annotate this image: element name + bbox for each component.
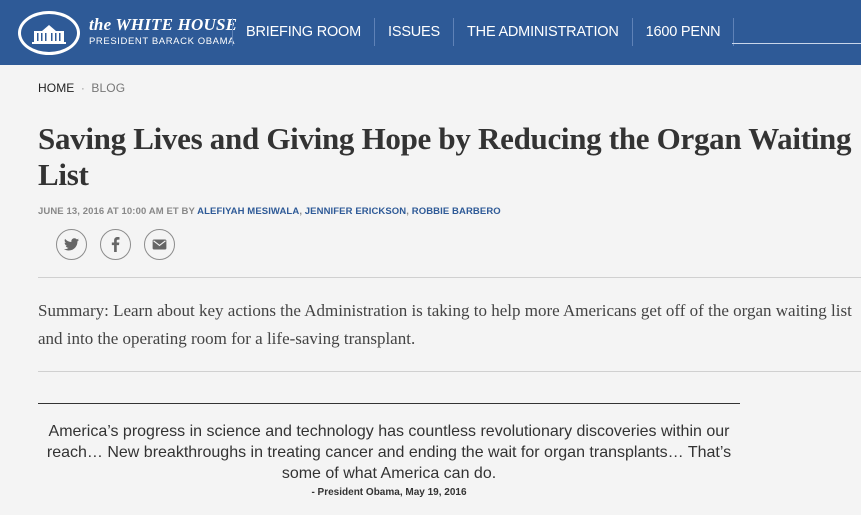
author-link[interactable]: ROBBIE BARBERO bbox=[411, 206, 501, 217]
share-twitter-button[interactable] bbox=[56, 229, 87, 260]
share-email-button[interactable] bbox=[144, 229, 175, 260]
nav-issues[interactable]: ISSUES bbox=[374, 18, 453, 46]
search-input[interactable] bbox=[732, 43, 861, 44]
quote-divider bbox=[38, 403, 740, 404]
article-summary: Summary: Learn about key actions the Administration is taking to help more Americans get off of the organ waiting list and into the operating room for a life-saving transplant. bbox=[38, 301, 852, 348]
share-facebook-button[interactable] bbox=[100, 229, 131, 260]
quote-attribution: - President Obama, May 19, 2016 bbox=[311, 487, 467, 498]
nav-briefing-room[interactable]: BRIEFING ROOM bbox=[232, 18, 374, 46]
breadcrumb-home[interactable]: HOME bbox=[38, 81, 75, 95]
brand-subtitle: PRESIDENT BARACK OBAMA bbox=[89, 36, 236, 47]
breadcrumb-separator: · bbox=[80, 81, 85, 95]
share-buttons bbox=[56, 229, 188, 260]
author-link[interactable]: JENNIFER ERICKSON bbox=[304, 206, 407, 217]
author-separator: , bbox=[299, 206, 305, 217]
article-date: JUNE 13, 2016 AT 10:00 AM ET BY bbox=[38, 206, 198, 217]
main-nav bbox=[232, 18, 734, 46]
brand-title: the WHITE HOUSE bbox=[89, 15, 238, 34]
email-icon bbox=[152, 239, 167, 250]
white-house-seal-icon[interactable] bbox=[18, 11, 80, 55]
author-separator: , bbox=[406, 206, 412, 217]
breadcrumb-blog[interactable]: BLOG bbox=[91, 81, 126, 95]
page-title: Saving Lives and Giving Hope by Reducing the Organ Waiting List bbox=[38, 121, 852, 192]
divider bbox=[38, 371, 861, 372]
breadcrumb bbox=[38, 81, 125, 95]
nav-1600-penn[interactable]: 1600 PENN bbox=[632, 18, 735, 46]
divider bbox=[38, 277, 861, 278]
facebook-icon bbox=[111, 237, 120, 252]
nav-the-administration[interactable]: THE ADMINISTRATION bbox=[453, 18, 632, 46]
site-header bbox=[0, 0, 861, 65]
pull-quote: America’s progress in science and technology has countless revolutionary discoveries within our reach… New breakthroughs in treating cancer and ending the wait for organ transplants… That’s some of what America can do. bbox=[46, 423, 732, 482]
article-meta bbox=[38, 206, 501, 217]
twitter-icon bbox=[64, 238, 79, 251]
brand[interactable] bbox=[89, 16, 237, 47]
author-link[interactable]: ALEFIYAH MESIWALA bbox=[197, 206, 300, 217]
